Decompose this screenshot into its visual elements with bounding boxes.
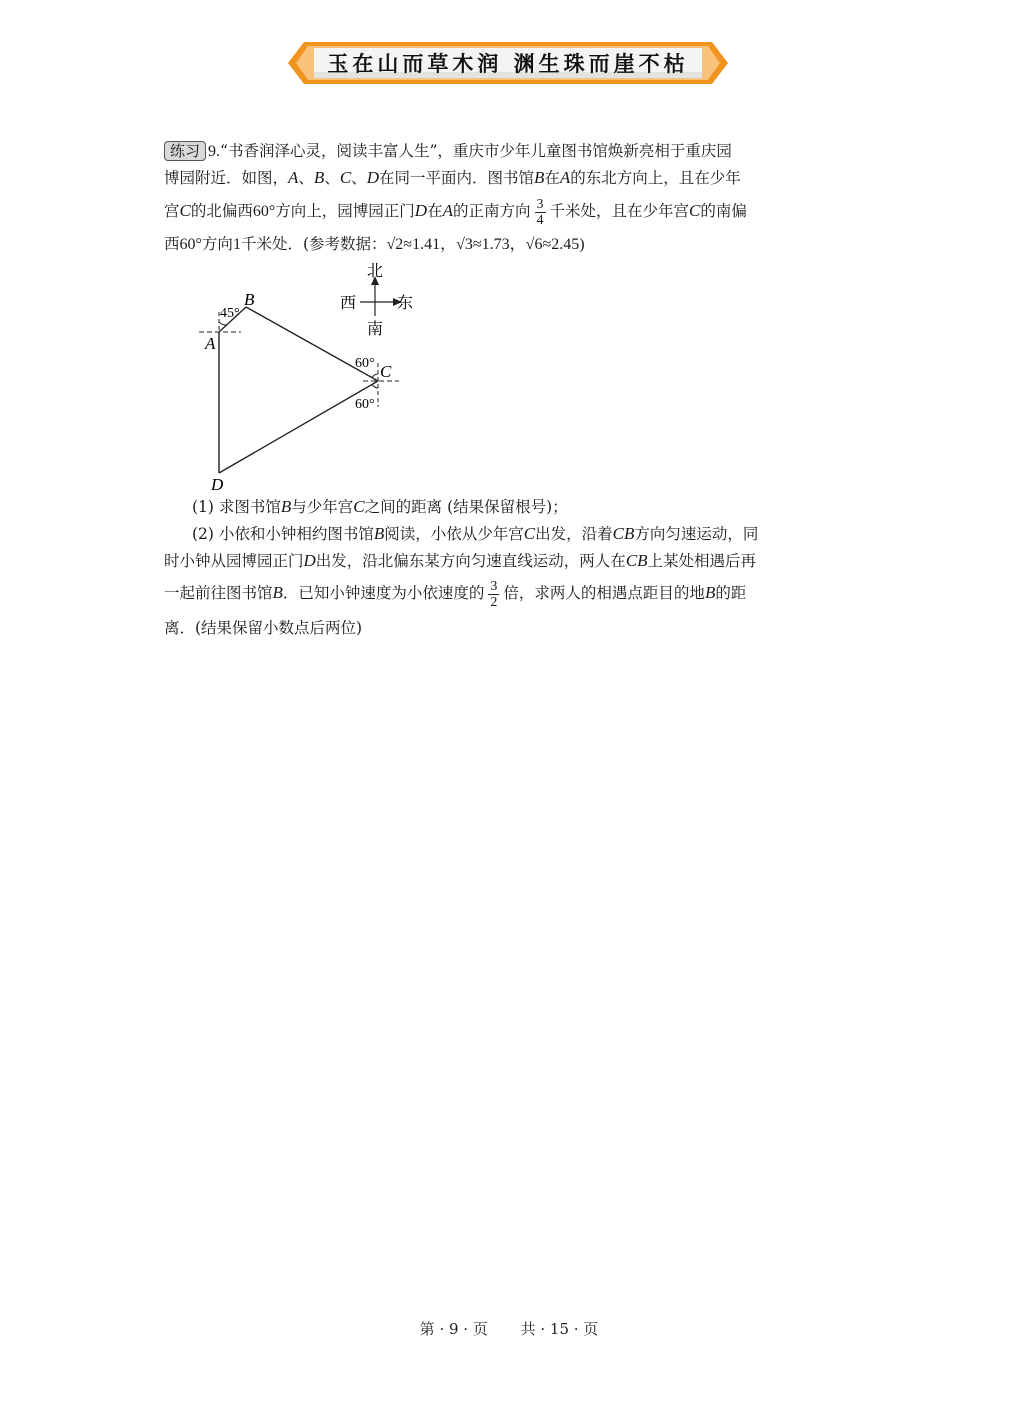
var: CB xyxy=(612,524,635,543)
problem-line-4 xyxy=(164,234,585,255)
angle-label-C-lower: 60° xyxy=(355,397,375,412)
var: C xyxy=(353,497,365,516)
fraction-numerator: 3 xyxy=(536,196,544,212)
point-label-D: D xyxy=(211,475,224,494)
text: 上某处相遇后再 xyxy=(647,552,757,570)
text: 阅读，小依从少年宫 xyxy=(384,525,524,543)
var: C xyxy=(523,524,536,543)
text: 西 xyxy=(164,235,180,253)
text: 方向上，园博园正门 xyxy=(275,202,415,220)
text: 一起前往图书馆 xyxy=(164,584,273,602)
angle-value: 60° xyxy=(179,236,202,253)
text: 的东北方向上，且在少年 xyxy=(570,169,741,187)
problem-line-1 xyxy=(164,141,732,162)
var: B xyxy=(533,168,545,187)
text: 、 xyxy=(351,169,367,187)
text: 在同一平面内．图书馆 xyxy=(378,169,534,187)
text: 、 xyxy=(324,169,340,187)
fraction-numerator: 3 xyxy=(490,578,498,594)
problem-line-3 xyxy=(164,194,747,229)
page-total: 共 · 15 · 页 xyxy=(520,1320,599,1338)
question-number: 9. xyxy=(208,143,221,160)
var: A xyxy=(559,168,571,187)
compass-south: 南 xyxy=(367,321,384,338)
text: 、 xyxy=(298,169,314,187)
angle-arc-A xyxy=(219,322,226,325)
text: 与少年宫 xyxy=(291,498,354,516)
part-2-line-3 xyxy=(164,576,746,610)
text: 在 xyxy=(427,202,443,220)
var: B xyxy=(313,168,325,187)
text: 的距 xyxy=(715,584,747,602)
compass-west: 西 xyxy=(340,295,357,312)
var: D xyxy=(303,551,316,570)
header-motto: 玉在山而草木润 渊生珠而崖不枯 xyxy=(327,51,689,76)
text: 方向 xyxy=(201,235,233,253)
geometry-figure xyxy=(195,260,435,496)
approx-value: ≈1.41， xyxy=(403,236,457,253)
text: (1) 求图书馆 xyxy=(192,498,281,516)
compass-east: 东 xyxy=(397,295,414,312)
var: B xyxy=(704,583,716,602)
angle-value: 60° xyxy=(252,203,276,220)
var: C xyxy=(689,201,701,220)
var: A xyxy=(288,168,299,187)
part-2-line-2 xyxy=(164,551,756,571)
fraction-denominator: 2 xyxy=(490,594,498,610)
fraction-denominator: 4 xyxy=(536,212,544,228)
text: (2) 小依和小钟相约图书馆 xyxy=(192,525,374,543)
page-footer xyxy=(0,1318,1018,1339)
text: 倍，求两人的相遇点距目的地 xyxy=(503,584,705,602)
text: 出发，沿北偏东某方向匀速直线运动，两人在 xyxy=(315,552,626,570)
text: 千米处，且在少年宫 xyxy=(549,202,690,220)
sqrt-6: √6 xyxy=(525,236,543,253)
var: C xyxy=(179,201,191,220)
angle-label-A: 45° xyxy=(220,306,240,321)
text: 的北偏西 xyxy=(190,202,253,220)
sqrt-3: √3 xyxy=(456,236,473,253)
point-label-C: C xyxy=(380,362,392,381)
compass xyxy=(340,262,413,338)
part-2-line-4 xyxy=(164,618,362,638)
approx-value: ≈2.45) xyxy=(542,236,585,253)
approx-value: ≈1.73， xyxy=(472,236,526,253)
fraction-three-quarters xyxy=(535,197,546,228)
sqrt-2: √2 xyxy=(386,236,404,253)
var: C xyxy=(339,168,352,187)
point-label-A: A xyxy=(205,334,216,353)
var: B xyxy=(373,524,385,543)
text: “书香润泽心灵，阅读丰富人生”，重庆市少年儿童图书馆焕新亮相于重庆园 xyxy=(220,142,732,160)
var: CB xyxy=(625,551,648,570)
text: 时小钟从园博园正门 xyxy=(164,552,304,570)
var: B xyxy=(280,497,292,516)
compass-north: 北 xyxy=(367,263,384,280)
problem-line-2 xyxy=(164,168,741,188)
part-1 xyxy=(192,497,568,517)
fraction-three-halves xyxy=(488,579,499,610)
text: 的南偏 xyxy=(700,202,747,220)
text: 博园附近．如图， xyxy=(164,169,289,187)
var: A xyxy=(442,201,453,220)
var: D xyxy=(366,168,379,187)
text: 在 xyxy=(544,169,560,187)
distance-value: 1 xyxy=(232,236,241,253)
text: 出发，沿着 xyxy=(535,525,613,543)
angle-label-C-upper: 60° xyxy=(355,356,375,371)
text: 离．(结果保留小数点后两位) xyxy=(164,619,363,637)
edge-CD xyxy=(219,381,378,473)
header-banner xyxy=(288,42,728,84)
part-2-line-1 xyxy=(192,524,758,544)
text: 千米处．(参考数据： xyxy=(240,235,387,253)
text: 宫 xyxy=(164,202,180,220)
text: 方向匀速运动，同 xyxy=(634,525,759,543)
var: B xyxy=(272,583,283,602)
page-number: 第 · 9 · 页 xyxy=(419,1320,488,1338)
practice-tag: 练习 xyxy=(164,141,206,161)
var: D xyxy=(414,201,428,220)
text: 的正南方向 xyxy=(452,202,531,220)
point-label-B: B xyxy=(244,290,255,309)
text: ．已知小钟速度为小依速度的 xyxy=(282,584,485,602)
text: 之间的距离 (结果保留根号)； xyxy=(364,498,568,516)
